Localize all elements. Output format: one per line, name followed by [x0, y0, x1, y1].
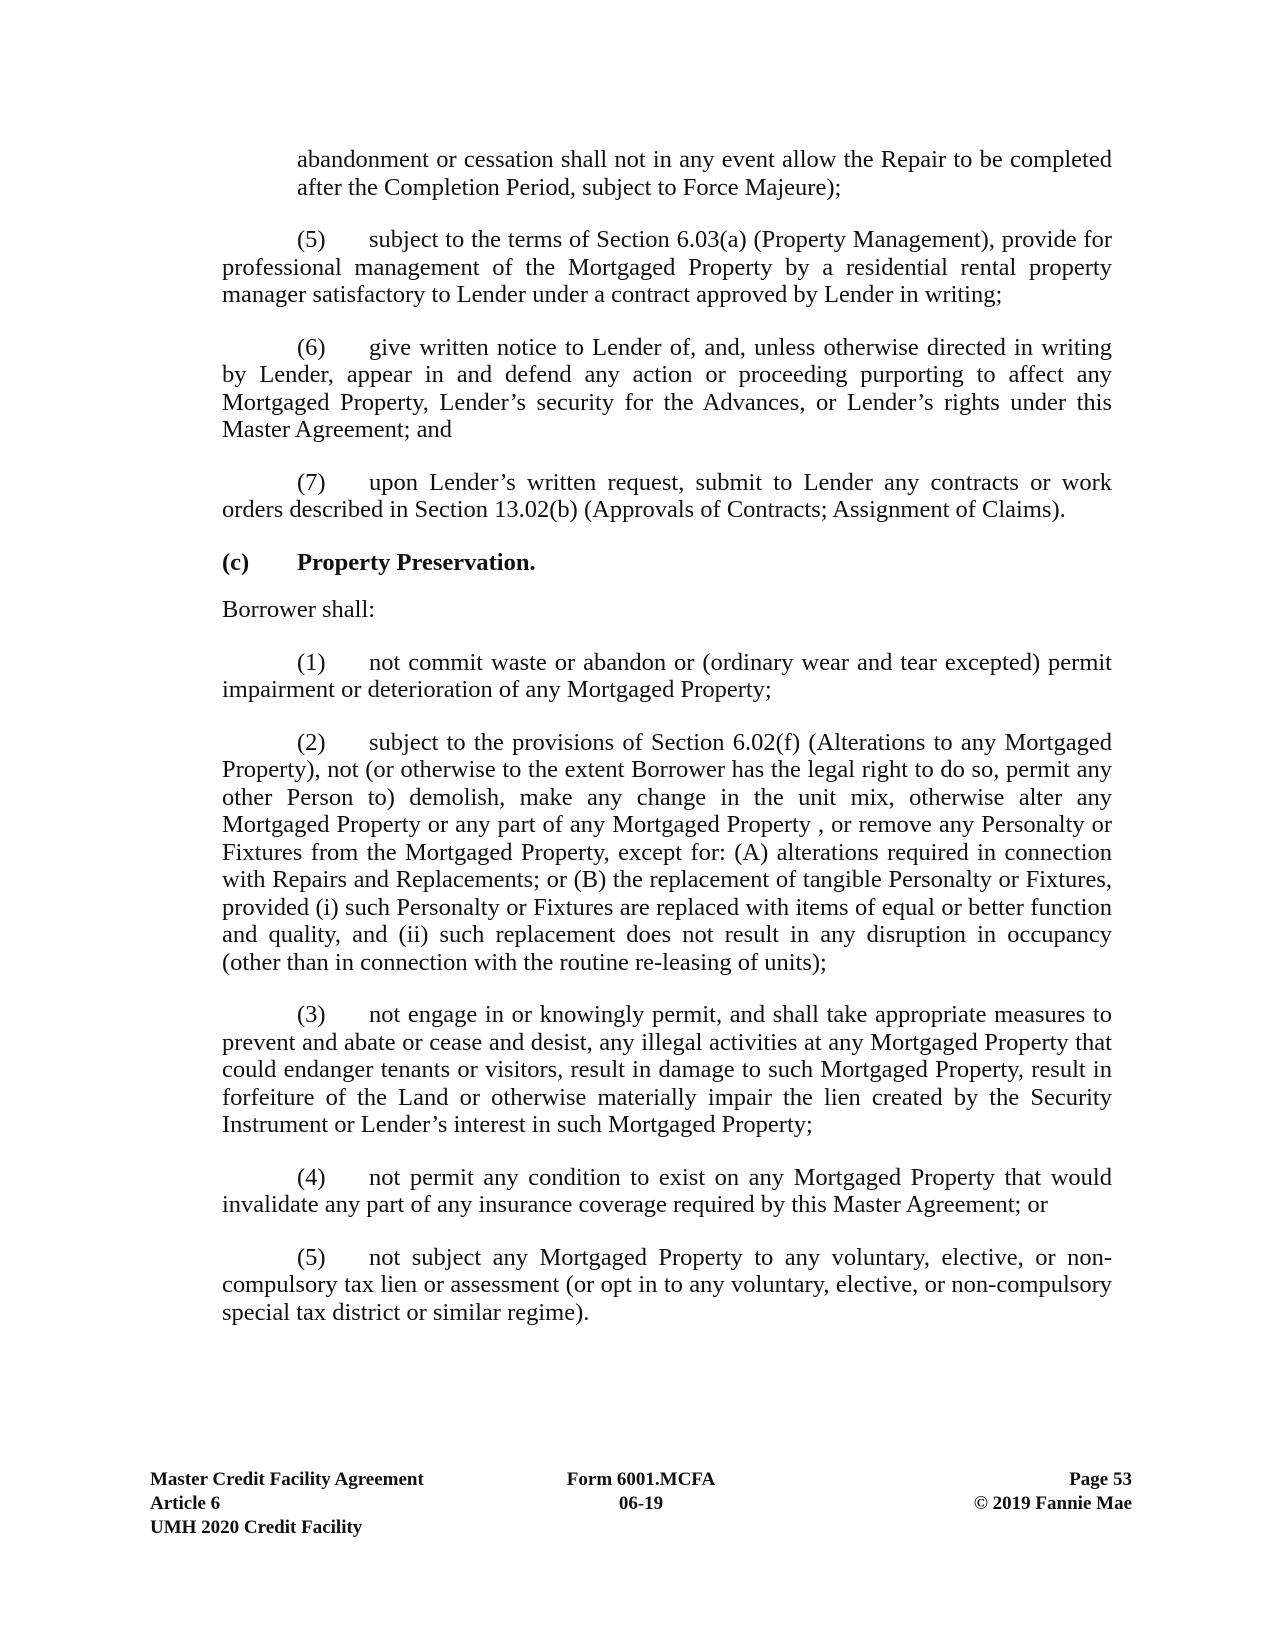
- item-text: not permit any condition to exist on any Mortgaged Property that would invalidate any part of any insurance coverage required by this Master Agreement; or: [222, 1163, 1112, 1218]
- item-text: upon Lender’s written request, submit to Lender any contracts or work orders described in Section 13.02(b) (Approvals of Contracts; Assignment of Claims).: [222, 468, 1112, 523]
- item-number: (5): [297, 1243, 326, 1271]
- continuation-paragraph: abandonment or cessation shall not in any event allow the Repair to be completed after the Completion Period, subject to Force Majeure);: [297, 146, 1112, 201]
- list-item: [222, 729, 1112, 977]
- item-number: (4): [297, 1163, 326, 1191]
- item-text: subject to the terms of Section 6.03(a) (Property Management), provide for professional management of the Mortgaged Property by a residential rental property manager satisfactory to Lender under a contract approved by Lender in writing;: [222, 226, 1112, 308]
- item-text: not commit waste or abandon or (ordinary wear and tear excepted) permit impairment or deterioration of any Mortgaged Property;: [222, 648, 1112, 703]
- item-number: (3): [297, 1001, 326, 1028]
- footer-agreement-name: Master Credit Facility Agreement: [150, 1469, 424, 1490]
- item-number: (7): [297, 468, 326, 496]
- list-item: [222, 469, 1112, 524]
- footer-facility-name: UMH 2020 Credit Facility: [150, 1517, 363, 1538]
- list-item: [222, 334, 1112, 444]
- document-body: [222, 146, 1112, 1351]
- footer-form-date: 06-19: [618, 1493, 664, 1514]
- section-title: Property Preservation.: [297, 548, 536, 576]
- item-number: (5): [297, 226, 326, 253]
- section-intro: Borrower shall:: [222, 596, 376, 623]
- item-number: (6): [297, 333, 326, 361]
- list-item: [222, 1001, 1112, 1139]
- item-text: not subject any Mortgaged Property to any voluntary, elective, or non-compulsory tax lien or assessment (or opt in to any voluntary, elective, or non-compulsory special tax district or similar regime).: [222, 1243, 1112, 1326]
- item-text: subject to the provisions of Section 6.02(f) (Alterations to any Mortgaged Property), not (or otherwise to the extent Borrower has the legal right to do so, permit any other Person to) demolish, make any change in the unit mix, otherwise alter any Mortgaged Property or any part of any Mortgaged Property , or remove any Personalty or Fixtures from the Mortgaged Property, except for: (A) alterations required in connection with Repairs and Replacements; or (B) the replacement of tangible Personalty or Fixtures, provided (i) such Personalty or Fixtures are replaced with items of equal or better function and quality, and (ii) such replacement does not result in any disruption in occupancy (other than in connection with the routine re-leasing of units);: [222, 728, 1112, 976]
- section-heading: [222, 549, 1112, 577]
- list-item: [222, 1164, 1112, 1219]
- footer-article: Article 6: [150, 1493, 221, 1514]
- footer-page-number: Page 53: [1069, 1469, 1132, 1490]
- section-number: (c): [222, 548, 250, 576]
- item-number: (1): [297, 648, 326, 676]
- footer-form-number: Form 6001.MCFA: [566, 1469, 716, 1490]
- list-item: [222, 226, 1112, 309]
- item-text: not engage in or knowingly permit, and shall take appropriate measures to prevent and abate or cease and desist, any illegal activities at any Mortgaged Property that could endanger tenants or visitors, result in damage to such Mortgaged Property, result in forfeiture of the Land or otherwise materially impair the lien created by the Security Instrument or Lender’s interest in such Mortgaged Property;: [222, 1001, 1112, 1138]
- list-item: [222, 1244, 1112, 1327]
- footer-right: [974, 1468, 1132, 1516]
- list-item: [222, 649, 1112, 704]
- footer-copyright: © 2019 Fannie Mae: [973, 1493, 1132, 1514]
- item-text: give written notice to Lender of, and, unless otherwise directed in writing by Lender, appear in and defend any action or proceeding purporting to affect any Mortgaged Property, Lender’s security for the Advances, or Lender’s rights under this Master Agreement; and: [222, 333, 1112, 443]
- item-number: (2): [297, 728, 326, 756]
